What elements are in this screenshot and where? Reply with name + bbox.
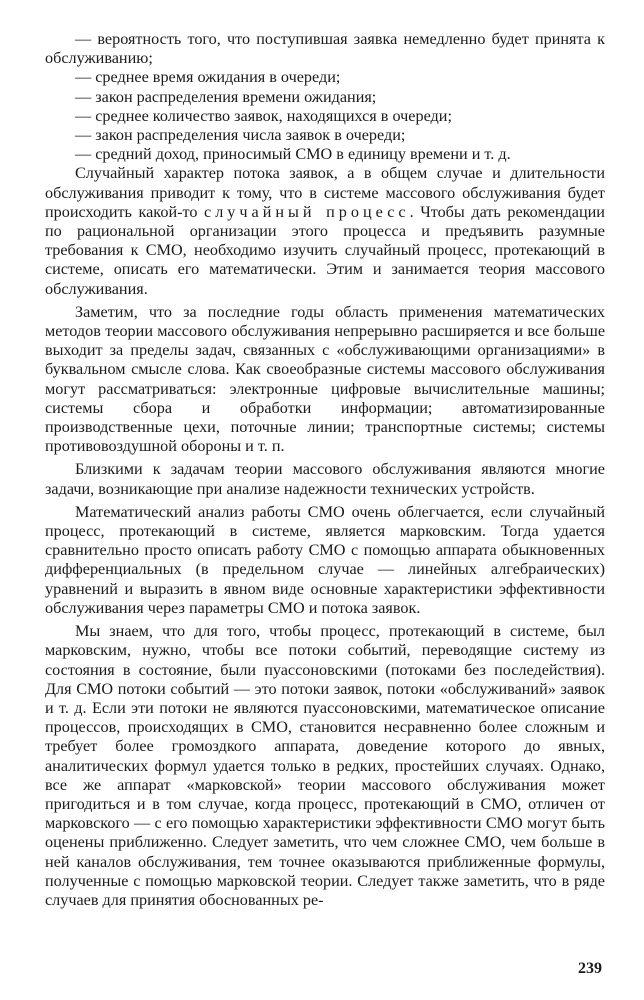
paragraph-text: . Чтобы дать рекомендации по рациональной организации этого процесса и предъявить разумные требования к СМО, необходимо изучить случайный процесс, протекающий в системе, описать его математически. Этим и занимается теория массового обслуживания.: [45, 202, 605, 298]
paragraph-reliability: Близкими к задачам теории массового обслуживания являются многие задачи, возникающие при анализе надежности технических устройств.: [45, 460, 605, 498]
list-item: — средний доход, приносимый СМО в единицу времени и т. д.: [75, 145, 511, 164]
list-item: — вероятность того, что поступившая заявка немедленно будет принята к обслуживанию;: [45, 30, 605, 68]
characteristics-list: [45, 30, 605, 164]
paragraph-markov-analysis: Математический анализ работы СМО очень облегчается, если случайный процесс, протекающий в системе, является марковским. Тогда удается сравнительно просто описать работу СМО с помощью аппарата обыкновенных дифференциальных (в предельном случае — линейных алгебраических) уравнений и выразить в явном виде основные характеристики эффективности обслуживания через параметры СМО и потока заявок.: [45, 502, 605, 617]
list-item: — закон распределения времени ожидания;: [75, 87, 377, 106]
emphasized-term: случайный процесс: [204, 202, 410, 221]
list-item: — среднее количество заявок, находящихся в очереди;: [75, 106, 452, 125]
paragraph-random-process: [45, 164, 605, 298]
page-number: 239: [578, 960, 602, 977]
list-item: — среднее время ожидания в очереди;: [75, 68, 341, 87]
paragraph-applications: Заметим, что за последние годы область применения математических методов теории массового обслуживания непрерывно расширяется и все больше выходит за пределы задач, связанных с «обслуживающими организациями» в буквальном смысле слова. Как своеобразные системы массового обслуживания могут рассматриваться: электронные цифровые вычислительные машины; системы сбора и обработки информации; автоматизированные производственные цехи, поточные линии; транспортные системы; системы противовоздушной обороны и т. п.: [45, 302, 605, 456]
paragraph-text: Случайный характер потока заявок, а в общем случае и длительности обслуживания приводит к тому, что в системе массового обслуживания будет происходить какой-то: [45, 164, 605, 221]
paragraph-poisson-flows: Мы знаем, что для того, чтобы процесс, протекающий в системе, был марковским, нужно, чтобы все потоки событий, переводящие систему из состояния в состояние, были пуассоновскими (потоками без последействия). Для СМО потоки событий — это потоки заявок, потоки «обслуживаний» заявок и т. д. Если эти потоки не являются пуассоновскими, математическое описание процессов, происходящих в СМО, становится несравненно более сложным и требует более громоздкого аппарата, доведение которого до явных, аналитических формул удается только в редких, простейших случаях. Однако, все же аппарат «марковской» теории массового обслуживания может пригодиться и в том случае, когда процесс, протекающий в СМО, отличен от марковского — с его помощью характеристики эффективности СМО могут быть оценены приближенно. Следует заметить, что чем сложнее СМО, чем больше в ней каналов обслуживания, тем точнее оказываются приближенные формулы, полученные с помощью марковской теории. Следует также заметить, что в ряде случаев для принятия обоснованных ре-: [45, 622, 605, 909]
list-item: — закон распределения числа заявок в очереди;: [75, 126, 406, 145]
page-text: [45, 30, 605, 910]
